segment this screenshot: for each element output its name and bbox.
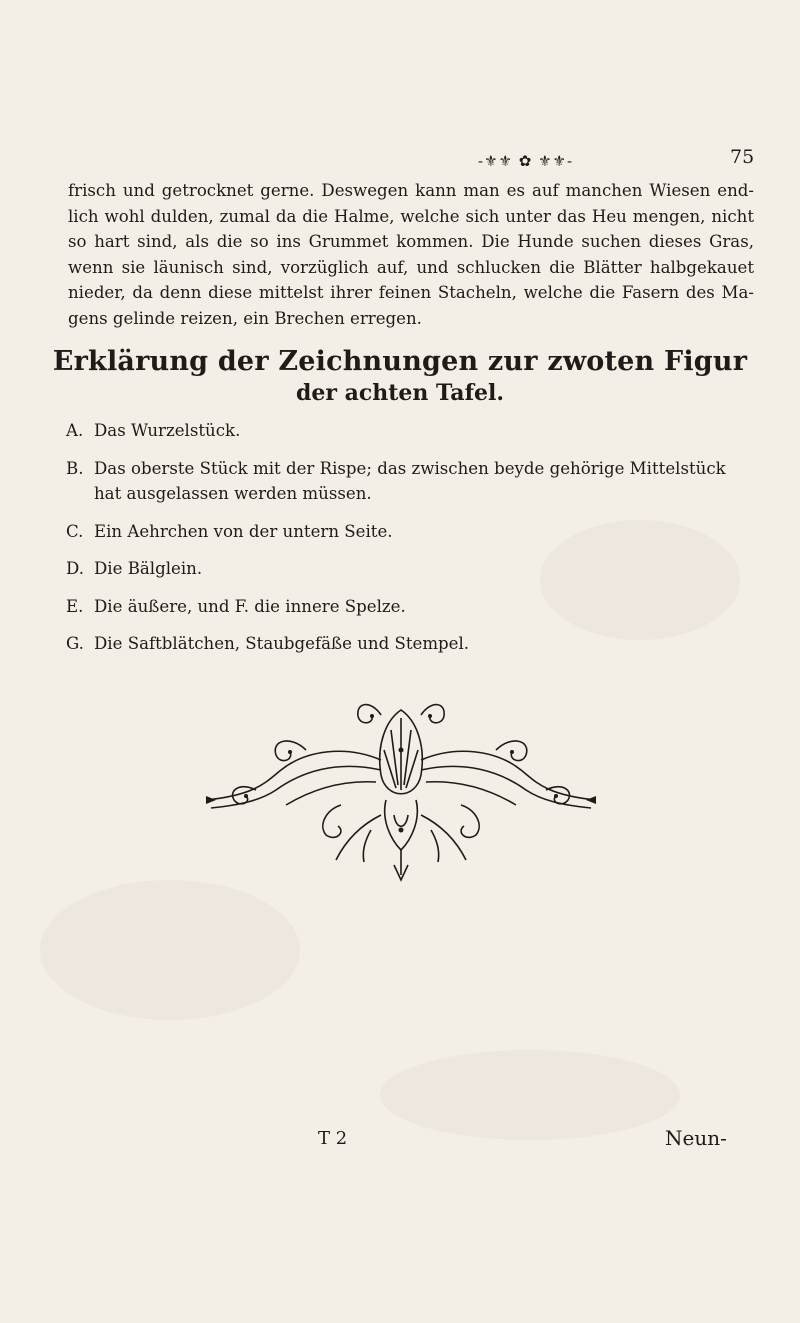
body-line: wenn sie läunisch sind, vorzüglich auf, und schlucken die Blätter halbgekauet	[68, 257, 754, 277]
legend-key: B.	[66, 458, 84, 478]
body-line: lich wohl dulden, zumal da die Halme, welche sich unter das Heu mengen, nicht	[68, 206, 754, 226]
legend-key: A.	[66, 421, 84, 440]
legend-item-g	[66, 631, 756, 657]
legend-text: Das Wurzelstück.	[94, 421, 241, 440]
page-header	[0, 146, 800, 176]
legend-item-e	[66, 594, 756, 620]
legend-key: E.	[66, 596, 84, 616]
section-heading: Erklärung der Zeichnungen zur zwoten Figur	[52, 346, 748, 377]
body-line: nieder, da denn diese mittelst ihrer feinen Stacheln, welche die Fasern des Ma-	[68, 283, 754, 303]
signature-mark: T 2	[318, 1128, 348, 1149]
legend-text: Ein Aehrchen von der untern Seite.	[94, 521, 393, 541]
catchword: Neun-	[665, 1126, 727, 1150]
legend-item-a	[66, 418, 756, 444]
legend-key: D.	[66, 559, 84, 578]
body-line: gens gelinde reizen, ein Brechen erregen.	[68, 308, 422, 328]
legend-item-b	[66, 456, 756, 507]
paper-stain	[40, 880, 300, 1020]
ornamental-vignette	[186, 690, 616, 890]
figure-legend	[66, 418, 756, 657]
paper-stain	[380, 1050, 680, 1140]
legend-item-c	[66, 519, 756, 545]
header-ornament: -⚜⚜ ✿ ⚜⚜-	[478, 152, 574, 170]
legend-item-d	[66, 556, 756, 582]
section-subheading: der achten Tafel.	[295, 380, 505, 406]
legend-text: Die Saftblätchen, Staubgefäße und Stempel.	[94, 634, 470, 653]
legend-key: G.	[66, 634, 84, 653]
legend-text: Die Bälglein.	[94, 559, 203, 578]
body-line: so hart sind, als die so ins Grummet kommen. Die Hunde suchen dieses Gras,	[68, 232, 754, 252]
body-paragraph	[68, 178, 754, 332]
legend-text: Die äußere, und F. die innere Spelze.	[94, 596, 406, 616]
body-line: frisch und getrocknet gerne. Deswegen kann man es auf manchen Wiesen end-	[68, 181, 754, 200]
page-number: 75	[730, 146, 755, 168]
legend-key: C.	[66, 521, 84, 541]
legend-text: Das oberste Stück mit der Rispe; das zwischen beyde gehörige Mittelstück hat ausgelassen werden müssen.	[94, 458, 726, 503]
